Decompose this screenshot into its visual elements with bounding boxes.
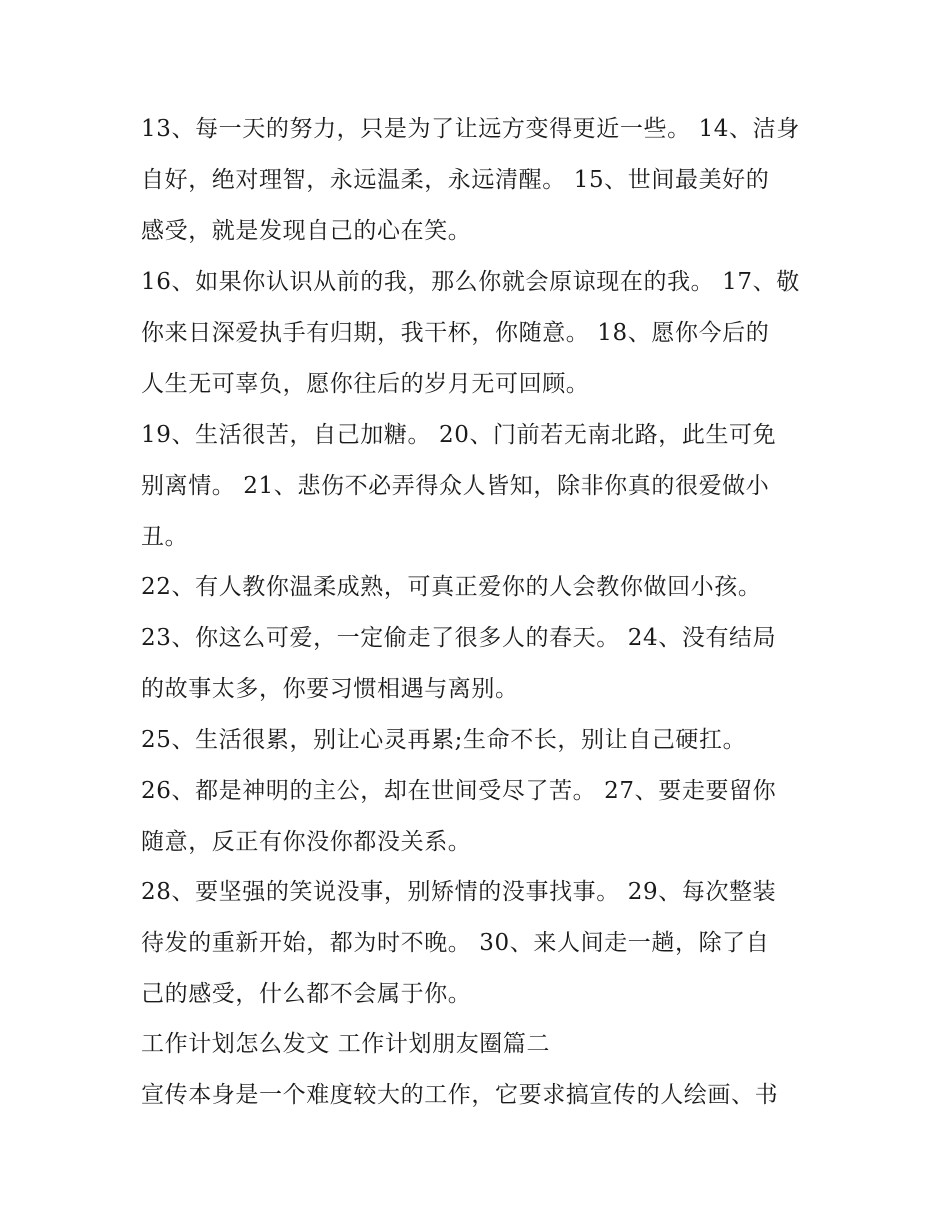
text-line-quote-17-18: 你来日深爱执手有归期，我干杯，你随意。 18、愿你今后的 <box>141 320 770 346</box>
text-line-quote-24-end: 的故事太多，你要习惯相遇与离别。 <box>141 676 519 702</box>
text-line-quote-29-30: 待发的重新开始，都为时不晚。 30、来人间走一趟，除了自 <box>141 930 770 956</box>
text-line-quote-22: 22、有人教你温柔成熟，可真正爱你的人会教你做回小孩。 <box>141 574 762 600</box>
text-line-quote-30-end: 己的感受，什么都不会属于你。 <box>141 981 472 1007</box>
text-line-quote-18-end: 人生无可辜负，愿你往后的岁月无可回顾。 <box>141 371 590 397</box>
text-line-quote-13-14: 13、每一天的努力，只是为了让远方变得更近一些。 14、洁身 <box>141 116 800 142</box>
text-line-quote-25: 25、生活很累，别让心灵再累;生命不长，别让自己硬扛。 <box>141 727 747 753</box>
text-line-quote-27-end: 随意，反正有你没你都没关系。 <box>141 829 472 855</box>
text-line-quote-14-15: 自好，绝对理智，永远温柔，永远清醒。 15、世间最美好的 <box>141 167 770 193</box>
text-line-quote-26-27: 26、都是神明的主公，却在世间受尽了苦。 27、要走要留你 <box>141 778 777 804</box>
text-line-quote-23-24: 23、你这么可爱，一定偷走了很多人的春天。 24、没有结局 <box>141 625 777 651</box>
text-line-quote-28-29: 28、要坚强的笑说没事，别矫情的没事找事。 29、每次整装 <box>141 879 777 905</box>
text-line-quote-16-17: 16、如果你认识从前的我，那么你就会原谅现在的我。 17、敬 <box>141 269 800 295</box>
text-line-quote-19-20: 19、生活很苦，自己加糖。 20、门前若无南北路，此生可免 <box>141 422 777 448</box>
text-line-quote-15-end: 感受，就是发现自己的心在笑。 <box>141 218 472 244</box>
body-paragraph-line: 宣传本身是一个难度较大的工作，它要求搞宣传的人绘画、书 <box>141 1082 779 1108</box>
text-line-quote-20-21: 别离情。 21、悲伤不必弄得众人皆知，除非你真的很爱做小 <box>141 473 770 499</box>
section-heading: 工作计划怎么发文 工作计划朋友圈篇二 <box>141 1031 551 1057</box>
text-line-quote-21-end: 丑。 <box>141 524 189 550</box>
